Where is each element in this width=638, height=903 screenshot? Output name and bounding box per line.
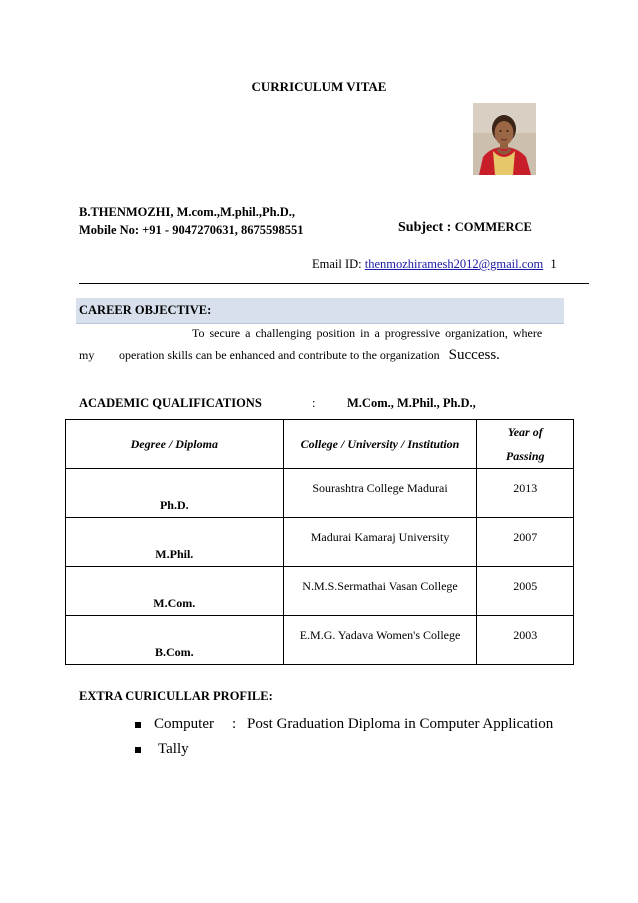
header-divider	[79, 283, 589, 284]
college-text: Madurai Kamaraj University	[310, 530, 450, 544]
skill-colon: :	[232, 716, 237, 732]
table-row	[66, 469, 574, 518]
mobile-number: Mobile No: +91 - 9047270631, 8675598551	[79, 223, 304, 237]
college-cell	[283, 616, 477, 665]
email-suffix: 1	[550, 257, 557, 271]
degree-text: M.Phil.	[155, 547, 194, 561]
square-bullet-icon	[135, 747, 141, 753]
career-objective-line1: To secure a challenging position in a progressive organization, where	[192, 326, 543, 340]
table-row	[66, 616, 574, 665]
profile-photo	[473, 103, 536, 175]
year-text: 2013	[513, 481, 538, 495]
table-header-row	[66, 420, 574, 469]
objective-word-success: Success.	[448, 347, 500, 363]
year-cell	[477, 567, 574, 616]
year-cell	[477, 469, 574, 518]
college-text: Sourashtra College Madurai	[312, 481, 448, 495]
year-cell	[477, 616, 574, 665]
degree-text: M.Com.	[153, 596, 196, 610]
degree-text: B.Com.	[154, 645, 194, 659]
square-bullet-icon	[135, 722, 141, 728]
college-cell	[283, 518, 477, 567]
subject-label: Subject :	[398, 220, 452, 235]
header-year	[477, 420, 574, 469]
degree-text: Ph.D.	[159, 498, 189, 512]
email-label: Email ID:	[312, 257, 362, 271]
header-college: College / University / Institution	[283, 420, 477, 469]
email-link[interactable]: thenmozhiramesh2012@gmail.com	[364, 257, 544, 271]
college-text: E.M.G. Yadava Women's College	[299, 628, 461, 642]
academic-summary: M.Com., M.Phil., Ph.D.,	[347, 396, 476, 410]
skill-label: Computer	[154, 716, 214, 732]
year-text: 2003	[513, 628, 538, 642]
candidate-name: B.THENMOZHI, M.com.,M.phil.,Ph.D.,	[79, 205, 295, 219]
extra-curricular-heading: EXTRA CURICULLAR PROFILE:	[79, 689, 273, 703]
year-text: 2007	[513, 530, 538, 544]
objective-word-my: my	[79, 348, 95, 362]
table-row	[66, 567, 574, 616]
year-text: 2005	[513, 579, 538, 593]
career-objective-heading: CAREER OBJECTIVE:	[79, 303, 212, 317]
document-title: CURRICULUM VITAE	[251, 79, 387, 94]
degree-cell	[66, 518, 284, 567]
college-cell	[283, 469, 477, 518]
career-objective-line2	[79, 347, 500, 364]
career-objective-band	[76, 298, 564, 324]
header-year-line1: Year of	[507, 425, 543, 439]
list-item	[135, 716, 585, 736]
degree-cell	[66, 616, 284, 665]
portrait-image	[473, 103, 536, 175]
table-row	[66, 518, 574, 567]
skill-detail: Post Graduation Diploma in Computer Application	[247, 716, 554, 732]
objective-line2-text: operation skills can be enhanced and contribute to the organization	[119, 348, 440, 362]
subject-value: COMMERCE	[454, 220, 532, 234]
degree-cell	[66, 567, 284, 616]
year-cell	[477, 518, 574, 567]
skill-label: Tally	[158, 741, 189, 757]
college-text: N.M.S.Sermathai Vasan College	[302, 579, 458, 593]
college-cell	[283, 567, 477, 616]
header-degree: Degree / Diploma	[66, 420, 284, 469]
list-item	[135, 741, 335, 761]
academic-colon: :	[312, 396, 316, 410]
subject-field	[398, 220, 532, 236]
header-year-line2: Passing	[505, 449, 545, 463]
academic-heading: ACADEMIC QUALIFICATIONS	[79, 396, 262, 410]
degree-cell	[66, 469, 284, 518]
qualifications-table	[65, 419, 574, 665]
email-line	[312, 257, 557, 272]
